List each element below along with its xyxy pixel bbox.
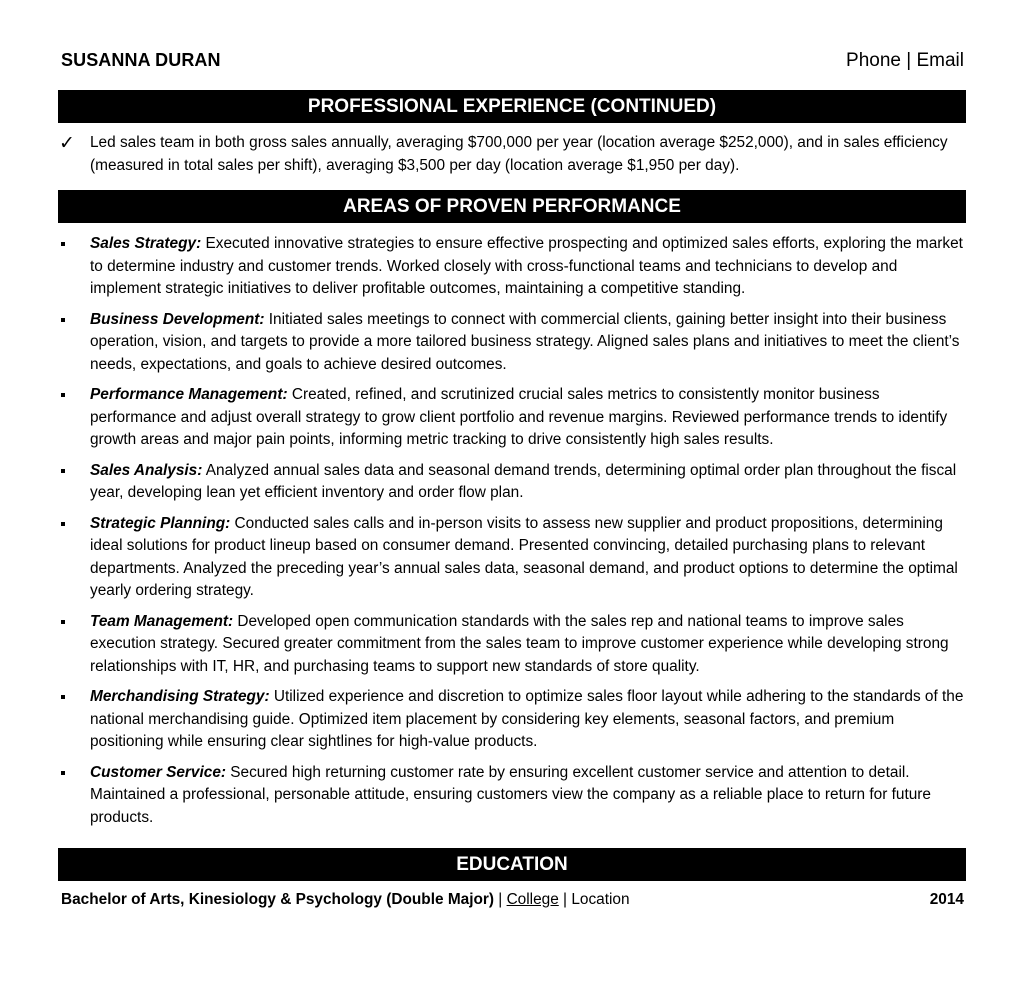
- area-label: Sales Strategy:: [90, 235, 202, 252]
- square-bullet-icon: [61, 242, 65, 246]
- list-item: [58, 686, 966, 754]
- area-label: Strategic Planning:: [90, 514, 231, 532]
- degree: Bachelor of Arts, Kinesiology & Psychology (Double Major): [61, 891, 494, 908]
- section-heading-experience: PROFESSIONAL EXPERIENCE (CONTINUED): [58, 90, 966, 123]
- area-text: Analyzed annual sales data and seasonal demand trends, determining optimal order plan throughout the fiscal year, developing lean yet efficient inventory and order flow plan.: [90, 461, 957, 501]
- area-label: Sales Analysis:: [90, 461, 203, 479]
- square-bullet-icon: [61, 771, 65, 775]
- list-item: [58, 611, 966, 679]
- area-text: Initiated sales meetings to connect with commercial clients, gaining better insight into their business operation, vision, and targets to provide a more tailored business strategy. Aligned sales plans and initiatives to meet the client’s needs, expectations, and goals to achieve desired outcomes.: [90, 310, 960, 373]
- area-text: Conducted sales calls and in-person visits to assess new supplier and product propositions, determining ideal solutions for product lineup based on consumer demand. Presented convincing, detailed purchasing plans to relevant departments. Analyzed the preceding year’s annual sales data, seasonal demand, and product options to determine the optimal yearly ordering strategy.: [90, 514, 958, 599]
- area-text: Developed open communication standards with the sales rep and national teams to improve sales execution strategy. Secured greater commitment from the sales team to improve customer experience while developing strong relationships with IT, HR, and purchasing teams to support new standards of store quality.: [90, 612, 949, 675]
- check-icon: ✓: [59, 132, 75, 154]
- resume-page: [58, 48, 966, 915]
- list-item: [58, 513, 966, 603]
- education-details: [61, 891, 630, 909]
- candidate-name: SUSANNA DURAN: [61, 50, 221, 70]
- list-item: [58, 233, 966, 301]
- list-item: [58, 309, 966, 377]
- contact-info: Phone | Email: [846, 50, 964, 71]
- square-bullet-icon: [61, 318, 65, 322]
- graduation-year: 2014: [929, 891, 964, 908]
- area-text: Created, refined, and scrutinized crucial sales metrics to consistently monitor business performance and adjust overall strategy to grow client portfolio and revenue margins. Reviewed performance trends to identify growth areas and major pain points, informing metric tracking to drive consistently high sales results.: [90, 386, 948, 448]
- square-bullet-icon: [61, 620, 65, 624]
- areas-list: [58, 233, 966, 829]
- area-text: Utilized experience and discretion to optimize sales floor layout while adhering to the standards of the national merchandising guide. Optimized item placement by considering key elements, seasonal factors, and premium positioning while ensuring clear sightlines for high-value products.: [90, 688, 964, 750]
- square-bullet-icon: [61, 695, 65, 699]
- square-bullet-icon: [61, 522, 65, 526]
- education-location: Location: [571, 891, 630, 908]
- college-link[interactable]: College: [506, 891, 559, 908]
- section-heading-education: EDUCATION: [58, 848, 966, 881]
- separator: |: [558, 891, 572, 908]
- area-label: Performance Management:: [90, 386, 288, 403]
- education-entry: [58, 891, 966, 915]
- square-bullet-icon: [61, 393, 65, 397]
- section-heading-areas: AREAS OF PROVEN PERFORMANCE: [58, 190, 966, 223]
- experience-item-text: Led sales team in both gross sales annually, averaging $700,000 per year (location average $252,000), and in sales efficiency (measured in total sales per shift), averaging $3,500 per day (location average $1,950 per day).: [90, 134, 948, 174]
- area-text: Secured high returning customer rate by ensuring excellent customer service and attention to detail. Maintained a professional, personable attitude, ensuring customers view the company as a reliable place to return for future products.: [90, 763, 931, 826]
- list-item: [58, 762, 966, 830]
- area-text: Executed innovative strategies to ensure effective prospecting and optimized sales efforts, exploring the market to determine industry and customer trends. Worked closely with cross-functional teams and technicians to develop and implement strategic initiatives to deliver profitable outcomes, maintaining a competitive standing.: [90, 235, 963, 297]
- area-label: Merchandising Strategy:: [90, 688, 270, 705]
- list-item: [58, 460, 966, 505]
- experience-item: [58, 132, 966, 177]
- square-bullet-icon: [61, 469, 65, 473]
- separator: |: [494, 891, 507, 908]
- resume-header: [58, 48, 966, 76]
- list-item: [58, 384, 966, 452]
- area-label: Customer Service:: [90, 763, 227, 781]
- area-label: Business Development:: [90, 310, 265, 328]
- area-label: Team Management:: [90, 612, 234, 630]
